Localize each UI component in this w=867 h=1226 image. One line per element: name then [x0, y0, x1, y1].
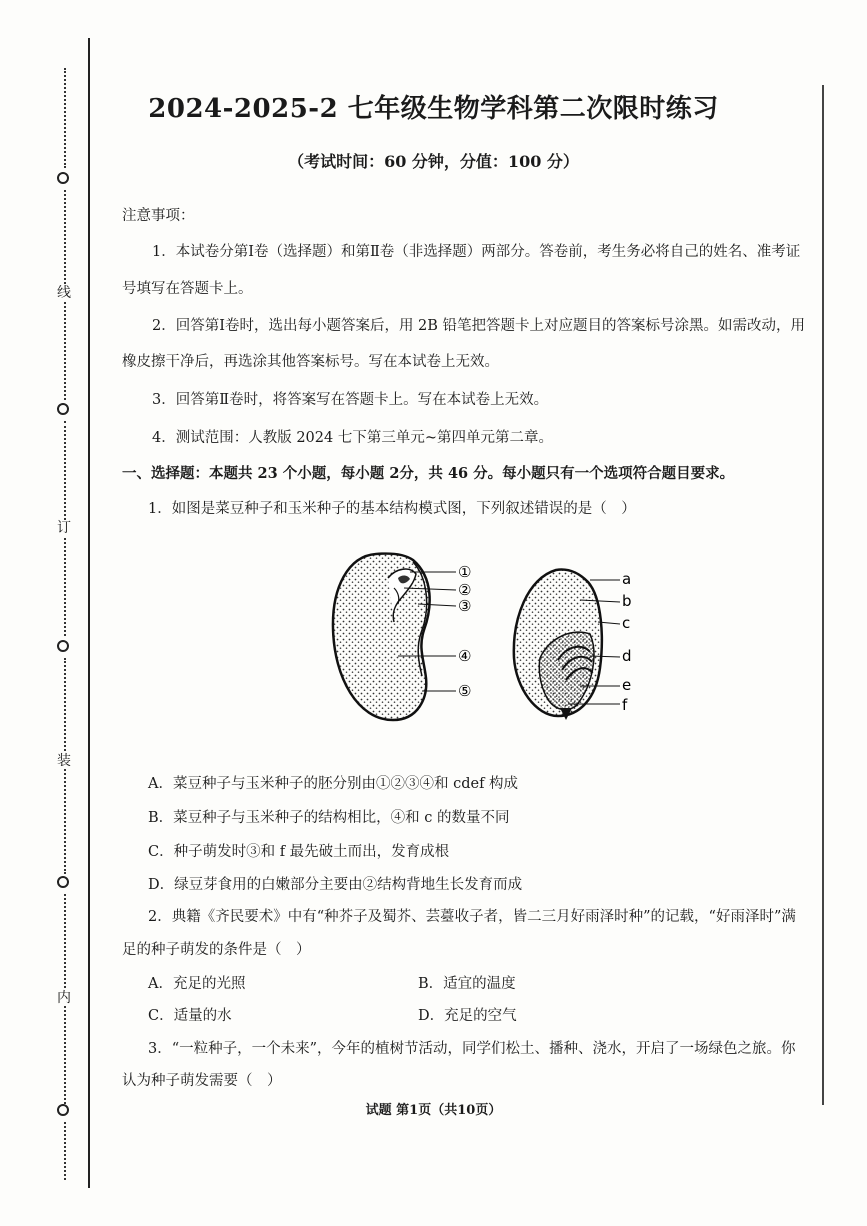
binding-hole	[57, 640, 69, 652]
bean-label-1: ①	[458, 563, 472, 581]
q2-stem-line-1: 2．典籍《齐民要术》中有“种芥子及蜀芥、芸薹收子者，皆二三月好雨泽时种”的记载，“好雨泽时”满	[148, 909, 796, 925]
note-1-line-2: 号填写在答题卡上。	[122, 281, 253, 297]
q2-stem-line-2: 足的种子萌发的条件是（ ）	[122, 942, 311, 958]
seed-structure-figure	[318, 548, 658, 728]
q2-option-c: C．适量的水	[148, 1008, 232, 1024]
q3-stem-line-1: 3．“一粒种子，一个未来”，今年的植树节活动，同学们松土、播种、浇水，开启了一场绿色之旅。你	[148, 1041, 796, 1057]
bean-seed-diagram	[333, 554, 456, 720]
corn-label-f: f	[622, 696, 628, 714]
q1-option-a: A．菜豆种子与玉米种子的胚分别由①②③④和 cdef 构成	[148, 776, 519, 792]
binding-char-xian: 线	[57, 285, 71, 301]
exam-subtitle: （考试时间：60 分钟，分值：100 分）	[288, 152, 579, 171]
q1-option-b: B．菜豆种子与玉米种子的结构相比，④和 c 的数量不同	[148, 810, 510, 826]
binding-char-nei: 内	[57, 990, 71, 1006]
binding-char-ding: 订	[57, 520, 71, 536]
q1-option-d: D．绿豆芽食用的白嫩部分主要由②结构背地生长发育而成	[148, 877, 523, 893]
binding-dots	[64, 1122, 66, 1180]
bean-label-5: ⑤	[458, 682, 472, 700]
binding-char-zhuang: 装	[57, 753, 71, 769]
corn-label-c: c	[622, 614, 631, 632]
binding-hole	[57, 172, 69, 184]
q3-stem-line-2: 认为种子萌发需要（ ）	[122, 1073, 282, 1089]
binding-hole	[57, 403, 69, 415]
page-edge-line	[822, 85, 824, 1105]
q2-option-b: B．适宜的温度	[418, 976, 516, 992]
note-2-line-1: 2．回答第Ⅰ卷时，选出每小题答案后，用 2B 铅笔把答题卡上对应题目的答案标号涂黑。如需改动，用	[152, 318, 806, 334]
q2-option-d: D．充足的空气	[418, 1008, 517, 1024]
binding-line	[88, 38, 90, 1188]
corn-label-d: d	[622, 647, 632, 665]
corn-label-a: a	[622, 570, 632, 588]
binding-hole	[57, 876, 69, 888]
notes-heading: 注意事项：	[122, 208, 195, 224]
page-footer: 试题 第1页（共10页）	[365, 1103, 502, 1118]
bean-label-3: ③	[458, 597, 472, 615]
section-1-heading: 一、选择题：本题共 23 个小题，每小题 2分，共 46 分。每小题只有一个选项符合题目要求。	[122, 465, 735, 482]
note-2-line-2: 橡皮擦干净后，再选涂其他答案标号。写在本试卷上无效。	[122, 354, 499, 370]
note-4: 4．测试范围：人教版 2024 七下第三单元~第四单元第二章。	[152, 430, 553, 446]
q1-option-c: C．种子萌发时③和 f 最先破土而出，发育成根	[148, 844, 450, 860]
note-3: 3．回答第Ⅱ卷时，将答案写在答题卡上。写在本试卷上无效。	[152, 392, 549, 408]
corn-seed-diagram	[514, 570, 620, 721]
q2-option-a: A．充足的光照	[148, 976, 246, 992]
exam-title: 2024-2025-2 七年级生物学科第二次限时练习	[148, 94, 719, 124]
corn-label-e: e	[622, 676, 632, 694]
note-1-line-1: 1．本试卷分第Ⅰ卷（选择题）和第Ⅱ卷（非选择题）两部分。答卷前，考生务必将自己的姓名、准考证	[152, 244, 801, 260]
bean-label-2: ②	[458, 581, 472, 599]
bean-label-4: ④	[458, 647, 472, 665]
corn-label-b: b	[622, 592, 632, 610]
q1-stem: 1．如图是菜豆种子和玉米种子的基本结构模式图，下列叙述错误的是（ ）	[148, 501, 636, 517]
